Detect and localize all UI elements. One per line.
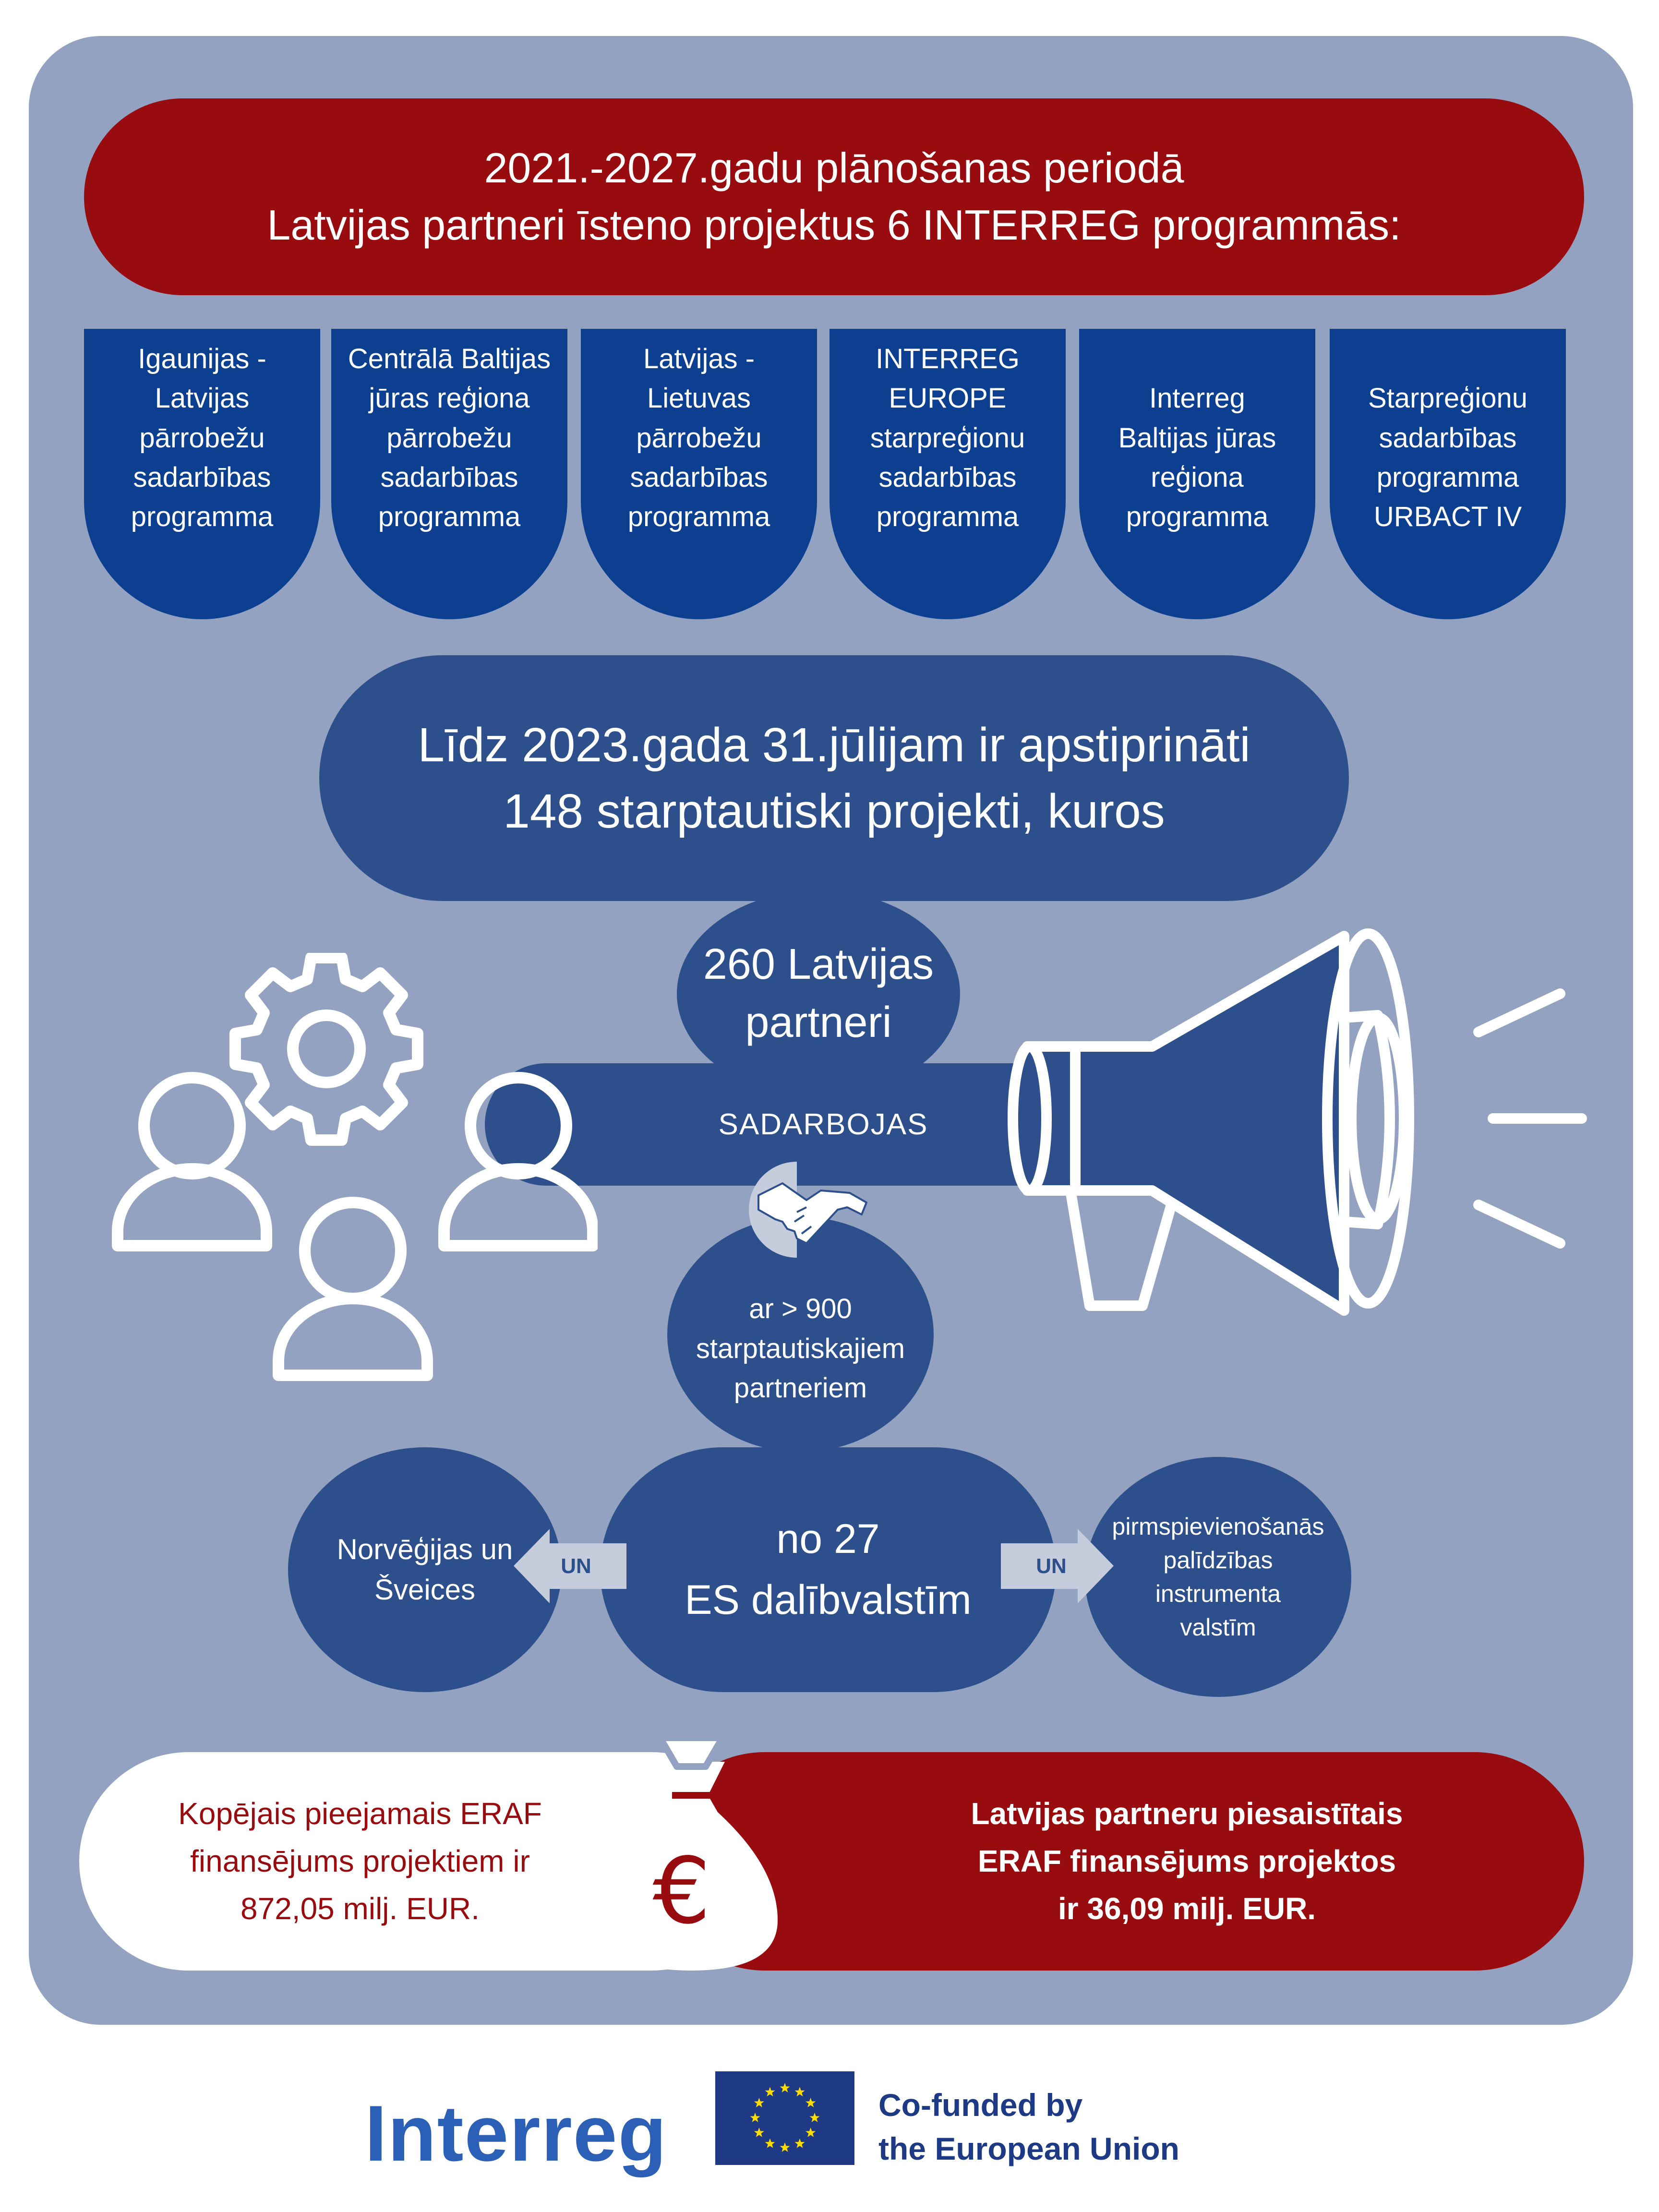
interreg-logo: Interreg	[365, 2089, 668, 2177]
and-label-left: UN	[561, 1554, 591, 1578]
title-line-2: Latvijas partneri īsteno projektus 6 INTERREG programmās:	[267, 201, 1401, 249]
approved-line-1: Līdz 2023.gada 31.jūlijam ir apstiprināti	[418, 718, 1250, 772]
latvian-partners-circle	[677, 890, 960, 1097]
handshake-icon	[749, 1162, 874, 1258]
eu-member-states-pill	[600, 1447, 1056, 1692]
intl-line-3: partneriem	[733, 1372, 867, 1404]
programme-card-urbact	[1330, 329, 1566, 619]
intl-line-1: ar > 900	[749, 1293, 852, 1325]
ipa-countries-circle	[1085, 1457, 1351, 1697]
attracted-funding-pill	[652, 1752, 1584, 1971]
programme-label: Starpreģionu sadarbības programma URBACT IV	[1368, 383, 1528, 533]
programme-card-central-baltic	[331, 329, 567, 619]
cooperate-label: SADARBOJAS	[718, 1108, 928, 1141]
eu-line-1: no 27	[776, 1515, 880, 1562]
programme-label: INTERREG EUROPE starpreģionu sadarbības programma	[870, 343, 1025, 533]
eu-line-2: ES dalībvalstīm	[685, 1577, 972, 1623]
total-line-1: Kopējais pieejamais ERAF	[178, 1796, 542, 1831]
programme-label: Latvijas - Lietuvas pārrobežu sadarbības programma	[627, 343, 770, 533]
euro-symbol: €	[652, 1838, 711, 1944]
partners-line-1: 260 Latvijas	[703, 940, 934, 988]
ipa-line-3: instrumenta	[1155, 1580, 1281, 1607]
people-gear-icon	[108, 953, 598, 1395]
intl-line-2: starptautiskajiem	[696, 1333, 905, 1364]
attracted-line-3: ir 36,09 milj. EUR.	[1058, 1891, 1316, 1926]
megaphone-icon	[998, 922, 1603, 1344]
programme-label: Centrālā Baltijas jūras reģiona pārrobežu sadarbības programma	[348, 343, 551, 533]
person-right-icon	[444, 1078, 593, 1246]
ipa-line-1: pirmspievienošanās	[1112, 1513, 1324, 1540]
programme-card-lat-lit	[581, 329, 817, 619]
total-line-2: finansējums projektiem ir	[190, 1843, 530, 1878]
norway-line-2: Šveices	[374, 1574, 476, 1606]
norway-line-1: Norvēģijas un	[337, 1533, 513, 1565]
eu-flag-icon	[715, 2071, 854, 2165]
person-bottom-icon	[278, 1202, 427, 1375]
attracted-line-1: Latvijas partneru piesaistītais	[971, 1796, 1403, 1831]
total-line-3: 872,05 milj. EUR.	[240, 1891, 480, 1926]
partners-line-2: partneri	[745, 998, 892, 1046]
person-left-icon	[118, 1078, 266, 1246]
programme-card-baltic-sea	[1079, 329, 1315, 619]
approved-projects-pill	[319, 655, 1349, 901]
attracted-line-2: ERAF finansējums projektos	[977, 1843, 1396, 1878]
approved-line-2: 148 starptautiski projekti, kuros	[503, 784, 1165, 838]
title-banner	[84, 98, 1584, 295]
cofunded-label: Co-funded by the European Union	[878, 2087, 1179, 2167]
gear-icon	[235, 958, 418, 1140]
ipa-line-4: valstīm	[1180, 1614, 1256, 1641]
title-line-1: 2021.-2027.gadu plānošanas periodā	[484, 144, 1184, 192]
programme-card-est-lat	[84, 329, 320, 619]
money-bag-icon	[600, 1723, 782, 1975]
programme-label: Interreg Baltijas jūras reģiona programma	[1118, 383, 1276, 533]
and-label-right: UN	[1036, 1554, 1067, 1578]
programme-label: Igaunijas - Latvijas pārrobežu sadarbības programma	[131, 343, 274, 533]
programme-card-interreg-europe	[830, 329, 1066, 619]
ipa-line-2: palīdzības	[1163, 1547, 1273, 1574]
